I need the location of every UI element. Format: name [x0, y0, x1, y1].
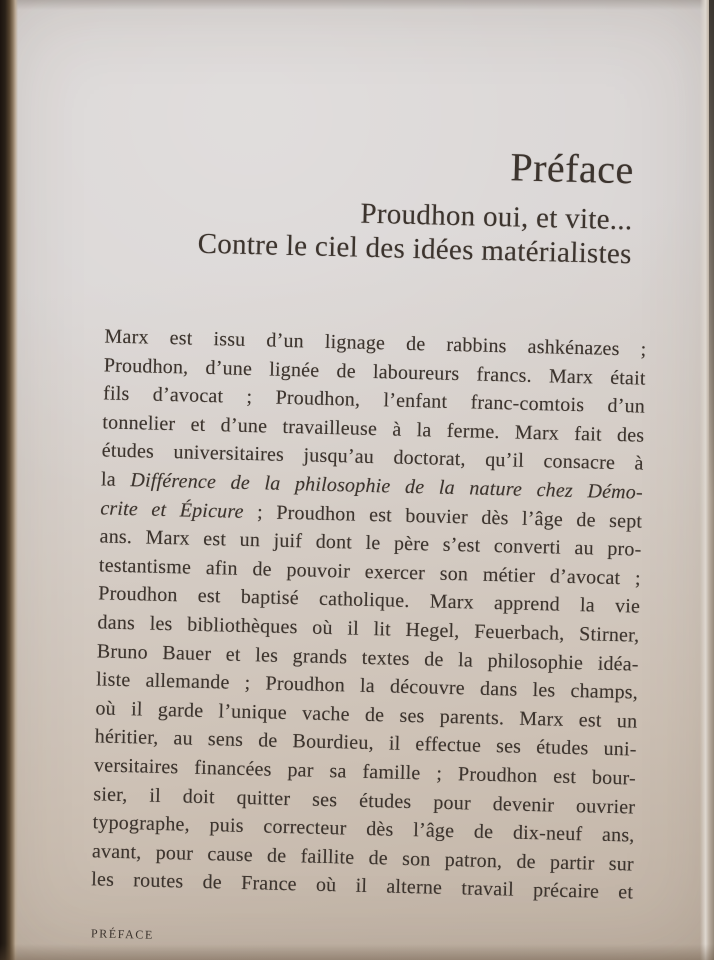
body-line-segment: où il garde l’unique vache de ses parents. Marx est un	[95, 697, 638, 733]
page-content	[74, 0, 665, 960]
body-line-segment: sier, il doit quitter ses études pour devenir ouvrier	[93, 782, 636, 819]
page-right-edge-shadow	[709, 0, 714, 499]
body-line-segment: versitaires financées par sa famille ; Proudhon est bour-	[93, 754, 637, 790]
running-footer: PRÉFACE	[90, 926, 155, 942]
body-line-segment: dans les bibliothèques où il lit Hegel, Feuerbach, Stirner,	[97, 611, 640, 647]
body-line-segment: Proudhon est baptisé catholique. Marx apprend la vie	[97, 582, 641, 618]
body-line-segment: héritier, au sens de Bourdieu, il effectue ses études uni-	[94, 725, 637, 761]
body-line-segment: ; Proudhon est bouvier dès l’âge de sept	[243, 500, 643, 533]
page-gutter-shadow	[0, 0, 18, 960]
body-line-segment: avant, pour cause de faillite de son patron, de partir sur	[91, 839, 635, 876]
body-line-segment: tonnelier et d’une travailleuse à la ferme. Marx fait des	[102, 411, 645, 447]
chapter-title: Préface	[509, 144, 635, 193]
body-line-segment: typographe, puis correcteur dès l’âge de dix-neuf ans,	[92, 811, 635, 847]
body-line-segment: études universitaires jusqu’au doctorat, qu’il consacre à	[101, 439, 644, 476]
paragraph	[91, 322, 647, 907]
body-line-segment: Marx est issu d’un lignage de rabbins ashkénazes ;	[104, 325, 647, 361]
body-line-segment: ans. Marx est un juif dont le père s’est converti au pro-	[99, 525, 642, 561]
body-line-segment: fils d’avocat ; Proudhon, l’enfant franc-comtois d’un	[102, 382, 646, 418]
chapter-header	[91, 133, 662, 272]
body-line-italic-segment: crite et Épicure	[100, 496, 244, 523]
body-line-segment: la	[100, 468, 131, 492]
body-line-segment: Proudhon, d’une lignée de laboureurs francs. Marx était	[103, 354, 646, 390]
body-line-segment: Bruno Bauer et les grands textes de la philosophie idéa-	[96, 639, 639, 676]
chapter-subtitle-line-1: Proudhon oui, et vite...	[360, 197, 633, 237]
body-line-segment: les routes de France où il alterne travail précaire et	[91, 868, 634, 904]
body-line-segment: liste allemande ; Proudhon la découvre dans les champs,	[95, 668, 639, 704]
chapter-subtitle-line-2: Contre le ciel des idées matérialistes	[197, 227, 633, 271]
body-line-italic-segment: Différence de la philosophie de la nature chez Démo-	[130, 469, 644, 504]
body-line-segment: testantisme afin de pouvoir exercer son métier d’avocat ;	[98, 554, 642, 590]
